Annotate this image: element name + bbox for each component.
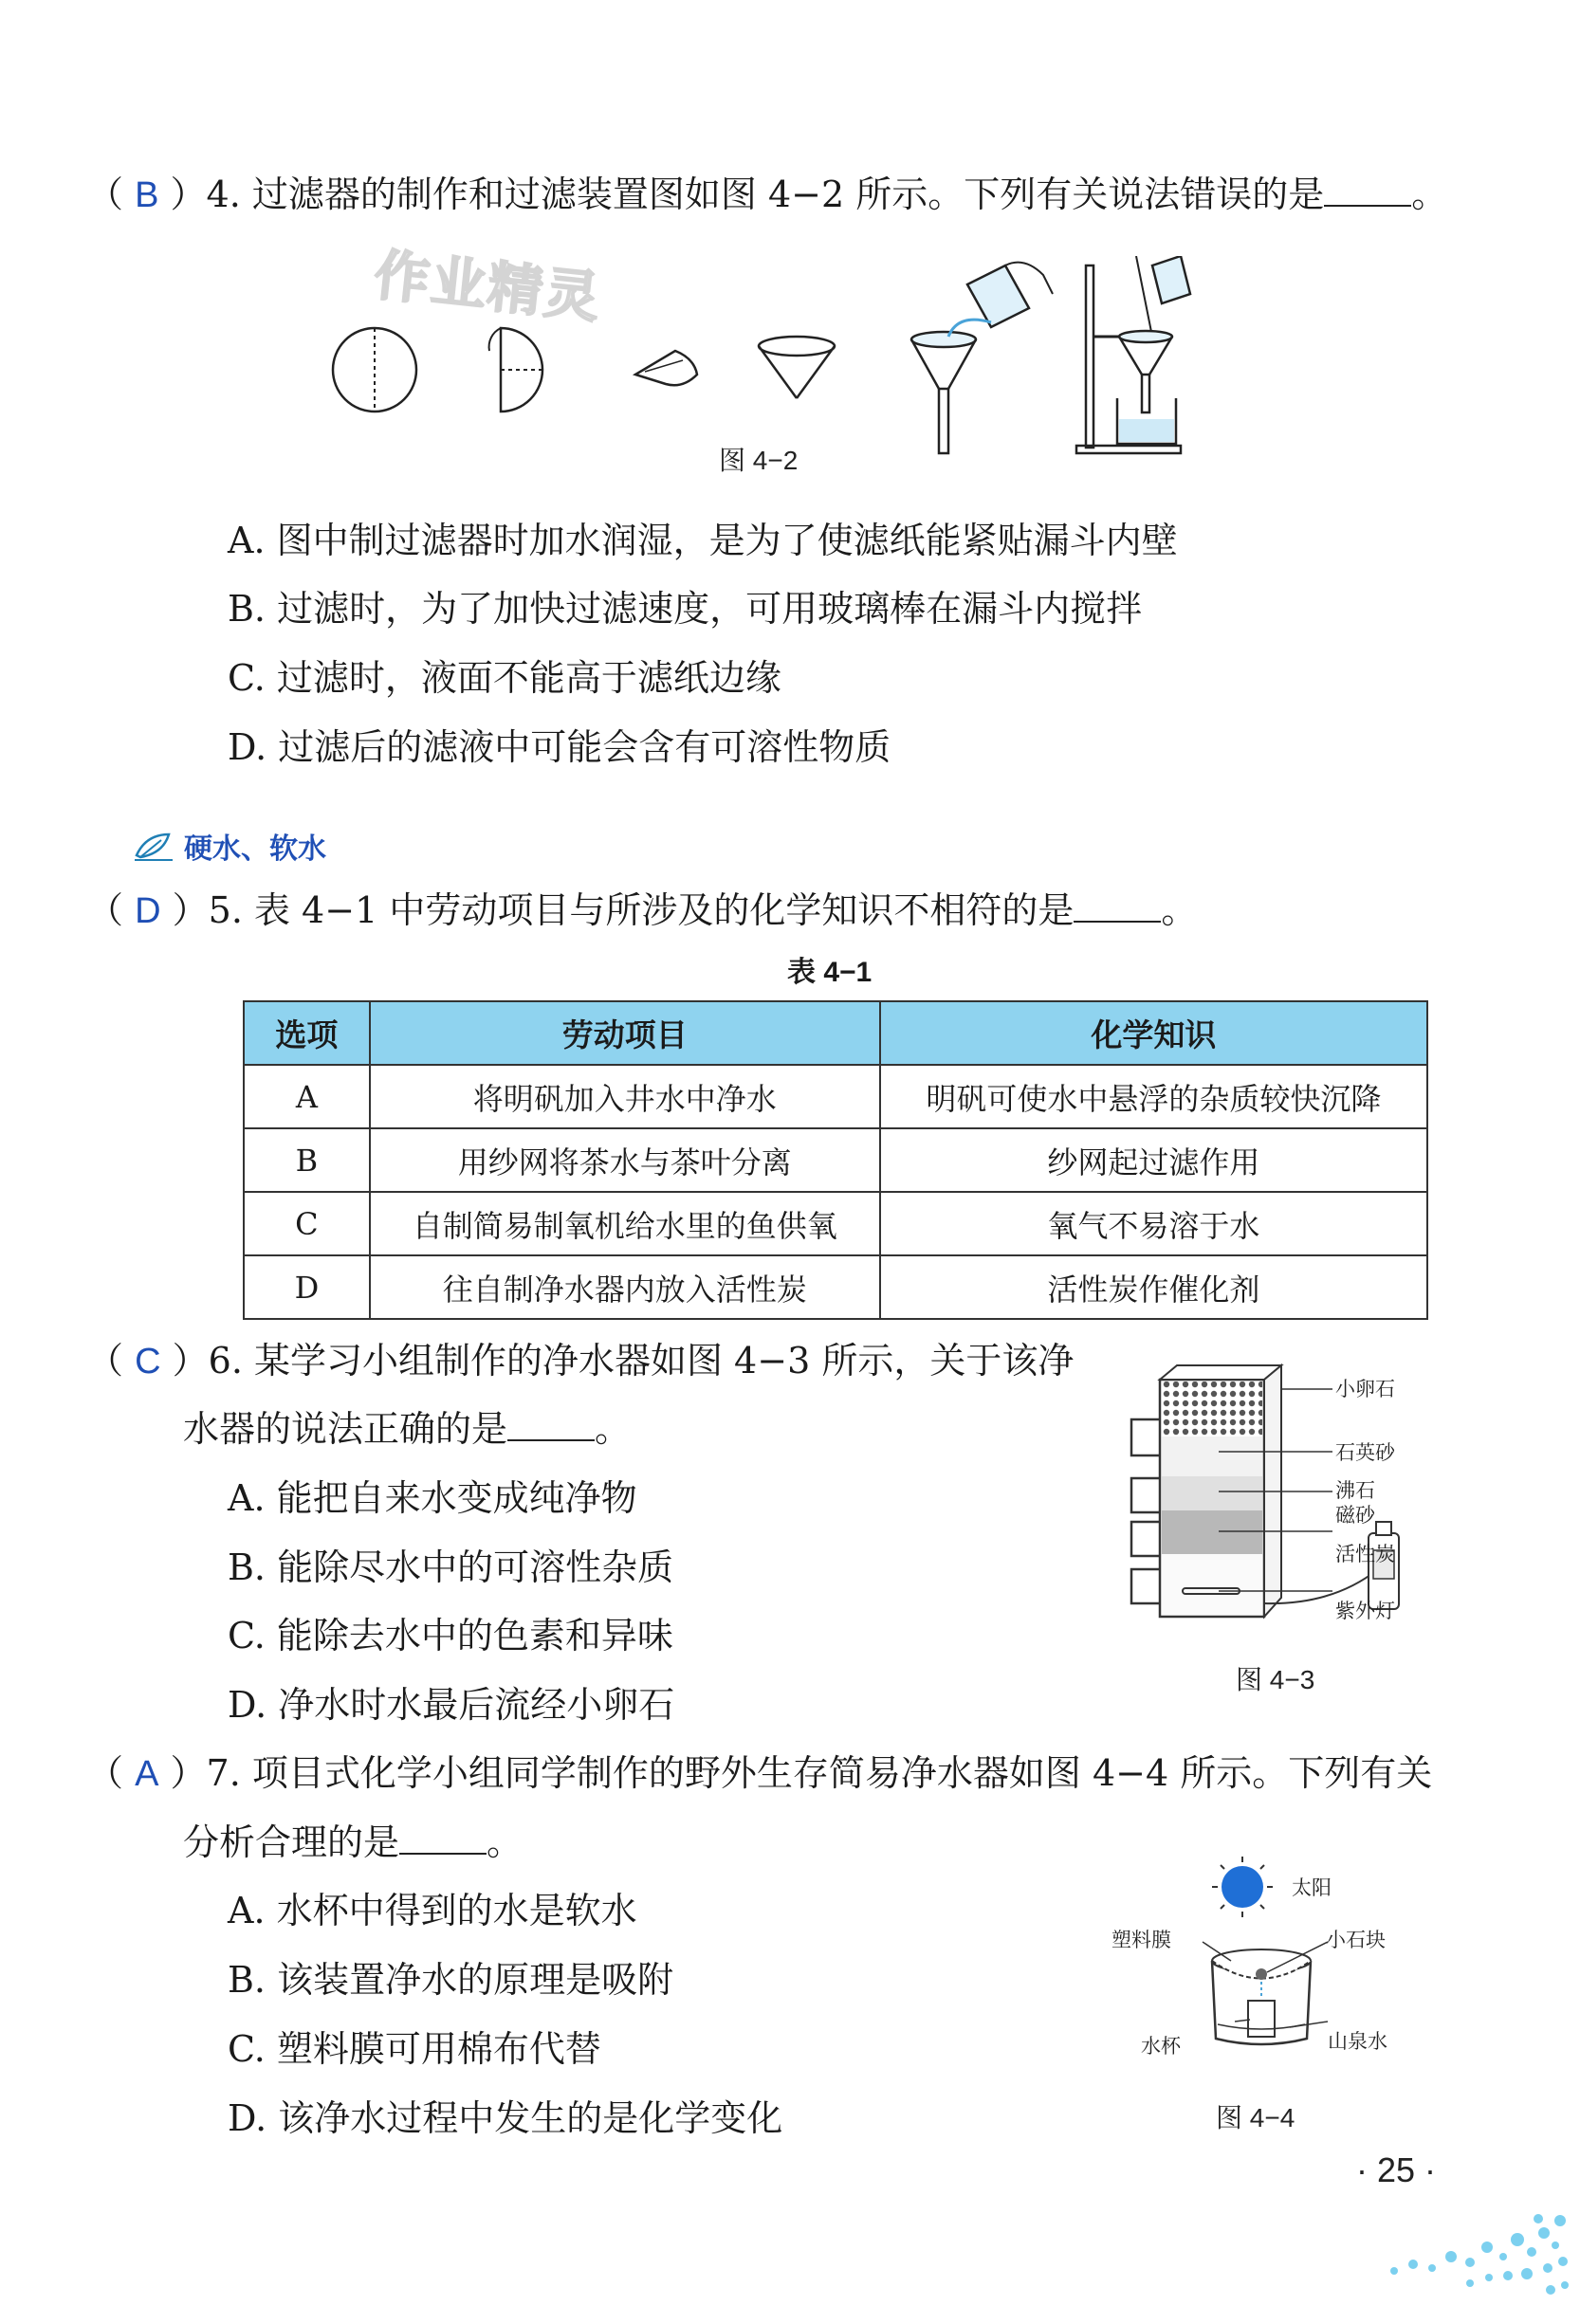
paren-open: （ — [87, 174, 136, 215]
table-cell: 将明矾加入井水中净水 — [370, 1065, 880, 1128]
question-5: （ D ）5. 表 4−1 中劳动项目与所涉及的化学知识不相符的是 。 — [87, 889, 1198, 931]
question-7-text-line1: 7. 项目式化学小组同学制作的野外生存简易净水器如图 4−4 所示。下列有关 — [206, 1752, 1433, 1794]
leaf-pen-icon — [133, 829, 176, 863]
question-7-line2: 分析合理的是 。 — [183, 1821, 524, 1863]
question-6-text-line2: 水器的说法正确的是 — [183, 1408, 508, 1450]
table-cell: D — [244, 1255, 370, 1319]
answer-6: C — [135, 1342, 161, 1382]
q7-option-d: D. 该净水过程中发生的是化学变化 — [228, 2097, 783, 2139]
layer-quartz — [1162, 1436, 1262, 1476]
answer-4: B — [135, 175, 159, 215]
page-number-value: 25 — [1377, 2150, 1416, 2189]
section-heading — [133, 825, 326, 867]
table-cell: 明矾可使水中悬浮的杂质较快沉降 — [880, 1065, 1427, 1128]
label-small-stone: 小石块 — [1326, 1929, 1386, 1951]
label-magnetite: 磁砂 — [1335, 1504, 1375, 1527]
table-cell: 氧气不易溶于水 — [880, 1192, 1427, 1255]
q4-option-b: B. 过滤时，为了加快过滤速度，可用玻璃棒在漏斗内搅拌 — [228, 588, 1143, 630]
table-4-1 — [243, 1000, 1428, 1320]
filter-paper-quarter — [635, 351, 697, 385]
q6-option-c: C. 能除去水中的色素和异味 — [228, 1615, 673, 1656]
label-zeolite: 沸石 — [1335, 1479, 1375, 1502]
label-pebble: 小卵石 — [1335, 1378, 1395, 1400]
table-row — [244, 1065, 1427, 1128]
section-title: 硬水、软水 — [184, 833, 326, 865]
table-header-row — [244, 1001, 1427, 1065]
figure-4-2 — [322, 256, 1195, 455]
question-4: （ B ）4. 过滤器的制作和过滤装置图如图 4−2 所示。下列有关说法错误的是 。 — [87, 174, 1448, 215]
table-cell: 活性炭作催化剂 — [880, 1255, 1427, 1319]
table-cell: 往自制净水器内放入活性炭 — [370, 1255, 880, 1319]
question-7: （ A ）7. 项目式化学小组同学制作的野外生存简易净水器如图 4−4 所示。下列有关 — [87, 1752, 1433, 1794]
table-cell: 用纱网将茶水与茶叶分离 — [370, 1128, 880, 1192]
table-cell: 纱网起过滤作用 — [880, 1128, 1427, 1192]
table-cell: C — [244, 1192, 370, 1255]
question-7-text-line2: 分析合理的是 — [183, 1821, 400, 1863]
q7-option-a: A. 水杯中得到的水是软水 — [228, 1890, 637, 1931]
question-6-text-line1: 6. 某学习小组制作的净水器如图 4−3 所示，关于该净 — [208, 1340, 1075, 1382]
label-sun: 太阳 — [1292, 1876, 1332, 1899]
filter-paper-cone — [759, 337, 835, 398]
label-water-cup: 水杯 — [1141, 2035, 1181, 2058]
layer-carbon — [1162, 1510, 1262, 1554]
label-plastic-film: 塑料膜 — [1112, 1929, 1171, 1951]
question-6-line2: 水器的说法正确的是 。 — [183, 1408, 632, 1450]
filtration-apparatus — [1076, 256, 1190, 453]
watermark: 作业精灵 — [371, 244, 605, 330]
page-number: · 25 · — [1356, 2150, 1437, 2189]
table-header-cell: 选项 — [244, 1001, 370, 1065]
table-cell: 自制简易制氧机给水里的鱼供氧 — [370, 1192, 880, 1255]
table-header-cell: 化学知识 — [880, 1001, 1427, 1065]
label-quartz: 石英砂 — [1335, 1441, 1395, 1464]
filter-paper-circle — [333, 328, 416, 412]
answer-blank — [1074, 888, 1161, 923]
table-row — [244, 1128, 1427, 1192]
question-5-text: 5. 表 4−1 中劳动项目与所涉及的化学知识不相符的是 — [208, 889, 1075, 931]
answer-7: A — [135, 1754, 159, 1794]
table-4-1-title: 表 4−1 — [787, 957, 873, 988]
figure-4-3-caption: 图 4−3 — [1236, 1665, 1315, 1694]
figure-4-2-caption: 图 4−2 — [719, 446, 799, 475]
question-6: （ C ）6. 某学习小组制作的净水器如图 4−3 所示，关于该净 — [87, 1340, 1075, 1382]
q6-option-a: A. 能把自来水变成纯净物 — [228, 1477, 637, 1519]
table-cell: A — [244, 1065, 370, 1128]
decorative-dots — [1375, 2181, 1574, 2314]
table-row — [244, 1255, 1427, 1319]
q4-option-a: A. 图中制过滤器时加水润湿，是为了使滤纸能紧贴漏斗内壁 — [228, 520, 1178, 561]
label-spring-water: 山泉水 — [1328, 2030, 1387, 2053]
answer-5: D — [135, 891, 161, 931]
q6-option-b: B. 能除尽水中的可溶性杂质 — [228, 1546, 674, 1588]
layer-zeolite — [1162, 1476, 1262, 1510]
layer-pebbles — [1162, 1382, 1262, 1436]
question-4-text: 4. 过滤器的制作和过滤装置图如图 4−2 所示。下列有关说法错误的是 — [206, 174, 1325, 215]
filter-paper-half — [489, 328, 542, 412]
figure-4-4-caption: 图 4−4 — [1216, 2103, 1295, 2132]
funnel-wetting — [911, 263, 1053, 453]
answer-blank — [399, 1821, 487, 1855]
q4-option-d: D. 过滤后的滤液中可能会含有可溶性物质 — [228, 726, 891, 768]
answer-blank — [507, 1407, 595, 1441]
table-cell: B — [244, 1128, 370, 1192]
sun-icon — [1212, 1857, 1273, 1917]
table-header-cell: 劳动项目 — [370, 1001, 880, 1065]
q4-option-c: C. 过滤时，液面不能高于滤纸边缘 — [228, 657, 781, 699]
q7-option-b: B. 该装置净水的原理是吸附 — [228, 1959, 674, 2001]
label-uv: 紫外灯 — [1335, 1600, 1395, 1622]
solar-still — [1212, 1949, 1311, 2044]
table-row — [244, 1192, 1427, 1255]
layer-uv — [1162, 1554, 1262, 1615]
label-carbon: 活性炭 — [1335, 1543, 1395, 1565]
q7-option-c: C. 塑料膜可用棉布代替 — [228, 2028, 601, 2070]
q6-option-d: D. 净水时水最后流经小卵石 — [228, 1684, 675, 1726]
answer-blank — [1324, 173, 1411, 207]
